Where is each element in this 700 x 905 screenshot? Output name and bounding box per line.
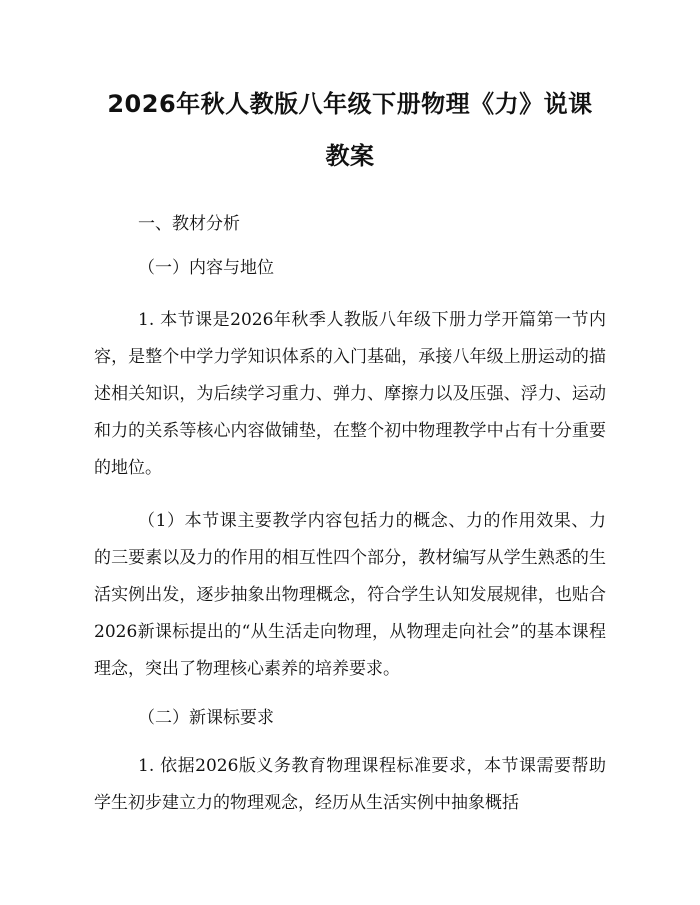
section-heading-teaching-material-analysis: 一、教材分析 [138,214,240,234]
subsection-heading-curriculum-standard: （二）新课标要求 [138,708,274,728]
paragraph-main-content: （1）本节课主要教学内容包括力的概念、力的作用效果、力的三要素以及力的作用的相互性四个部分，教材编写从学生熟悉的生活实例出发，逐步抽象出物理概念，符合学生认知发展规律，也贴合2026新课标提出的“从生活走向物理，从物理走向社会”的基本课程理念，突出了物理核心素养的培养要求。 [94,511,606,679]
title-line-2: 教案 [325,142,375,170]
document-title [94,0,606,182]
subsection-heading-content-and-status: （一）内容与地位 [138,258,274,278]
paragraph-curriculum-requirement: 1. 依据2026版义务教育物理课程标准要求，本节课需要帮助学生初步建立力的物理观念，经历从生活实例中抽象概括 [94,756,606,813]
paragraph-content-status: 1. 本节课是2026年秋季人教版八年级下册力学开篇第一节内容，是整个中学力学知识体系的入门基础，承接八年级上册运动的描述相关知识，为后续学习重力、弹力、摩擦力以及压强、浮力、运动和力的关系等核心内容做铺垫，在整个初中物理教学中占有十分重要的地位。 [94,310,606,478]
title-line-1: 2026年秋人教版八年级下册物理《力》说课 [107,90,593,118]
